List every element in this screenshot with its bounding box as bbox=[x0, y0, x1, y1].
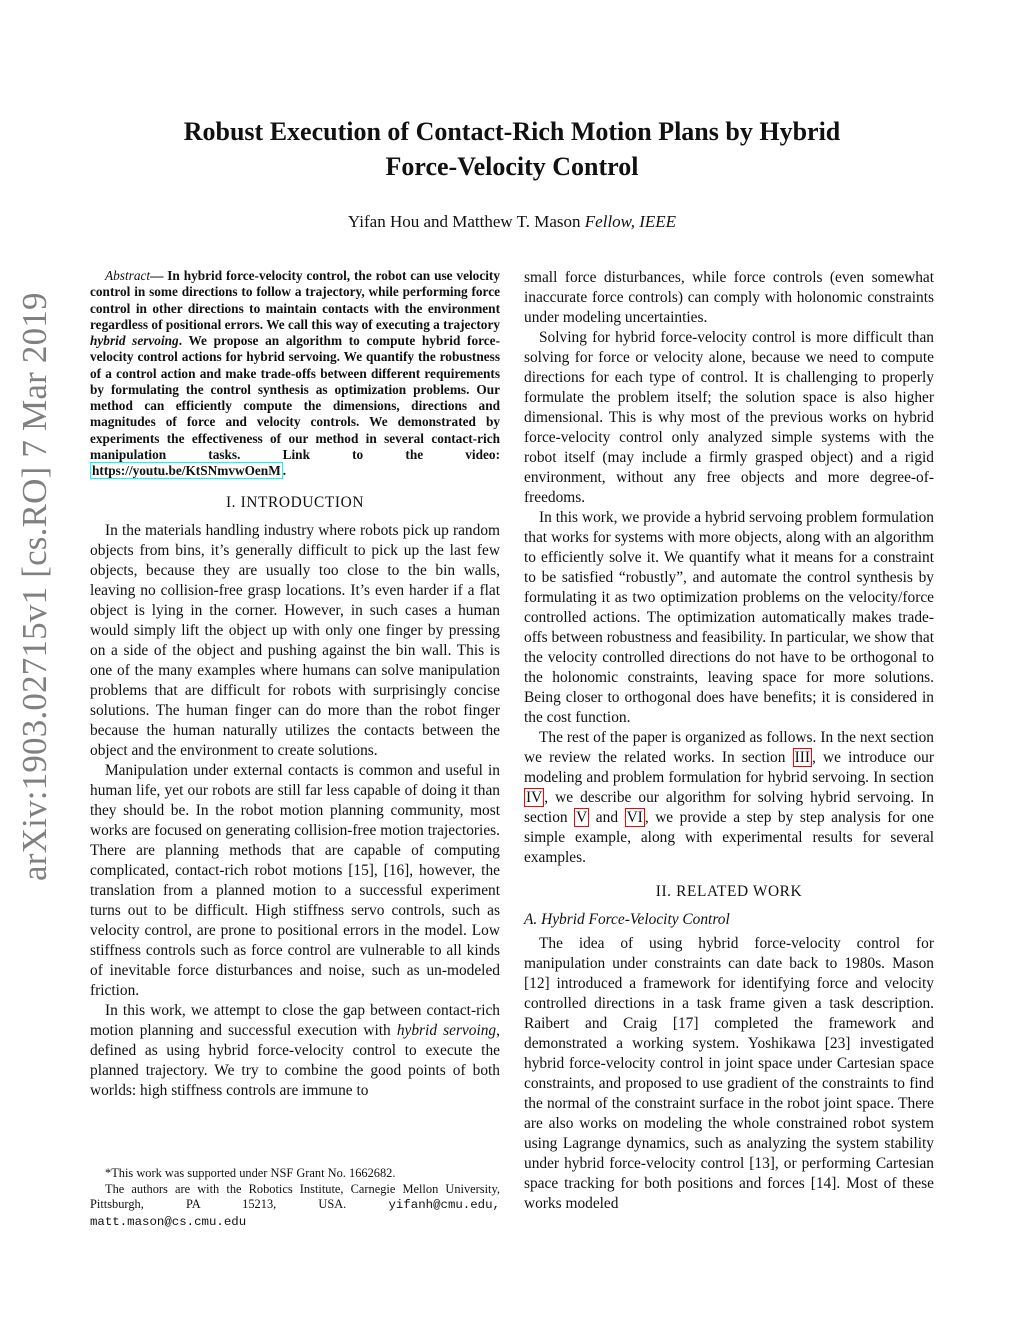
p4-text-3: , we describe our algorithm for solving hybrid servoing. In section bbox=[524, 789, 934, 826]
footnote-affiliation-text: The authors are with the Robotics Institute, Carnegie Mellon University, Pittsburgh, PA 15213, USA. bbox=[90, 1181, 500, 1211]
intro-paragraph-2: Manipulation under external contacts is common and useful in human life, yet our robots are still far less capable of doing it than they should be. In the robot motion planning community, most works are focused on generating collision-free motion trajectories. There are planning methods that are capable of computing complicated, contact-rich robot motions [15], [16], however, the translation from a planned motion to a successful experiment turns out to be difficult. High stiffness servo controls, such as velocity control, are prone to positional errors in the model. Low stiffness controls such as force control are vulnerable to all kinds of inevitable force disturbances and noise, such as un-modeled friction. bbox=[90, 762, 500, 1000]
section-heading-related-work: II. RELATED WORK bbox=[655, 883, 803, 900]
author-names: Yifan Hou and Matthew T. Mason bbox=[347, 212, 581, 231]
arxiv-identifier: arXiv:1903.02715v1 [cs.RO] 7 Mar 2019 bbox=[15, 292, 54, 881]
intro-p3-text-a: In this work, we attempt to close the gap between contact-rich motion planning and successful execution with bbox=[90, 1002, 500, 1040]
right-paragraph-2: Solving for hybrid force-velocity control is more difficult than solving for force or velocity alone, because we need to compute directions for each type of control. It is challenging to properly formulate the problem itself; the solution space is also higher dimensional. This is why most of the previous works on hybrid force-velocity control only analyzed simple systems with the robot itself (may include a firmly grasped object) and a rigid environment, without any free objects and more degree-of-freedoms. bbox=[524, 329, 934, 506]
ref-section-VI[interactable]: VI bbox=[626, 809, 643, 826]
right-paragraph-3: In this work, we provide a hybrid servoing problem formulation that works for systems with more objects, along with an algorithm to efficiently solve it. We quantify what it means for a constraint to be satisfied “robustly”, and automate the control synthesis by formulating it as two optimization problems on the velocity/force controlled actions. The optimization automatically makes trade-offs between robustness and feasibility. In particular, we show that the velocity controlled directions do not have to be orthogonal to the holonomic constraints, leaving space for more solutions. Being closer to orthogonal does have benefits; it is considered in the cost function. bbox=[524, 509, 934, 726]
paper-title bbox=[0, 114, 1024, 184]
right-paragraph-1: small force disturbances, while force controls (even somewhat inaccurate force controls) can comply with holonomic constraints under modeling uncertainties. bbox=[524, 269, 934, 326]
intro-p3-text-b: , defined as using hybrid force-velocity control to execute the planned trajectory. We try to combine the good points of both worlds: high stiffness controls are immune to bbox=[90, 1022, 500, 1100]
left-column bbox=[90, 268, 500, 1101]
related-paragraph-1: The idea of using hybrid force-velocity control for manipulation under constraints can date back to 1980s. Mason [12] introduced a framework for identifying force and velocity controlled directions in a task frame given a task description. Raibert and Craig [17] completed the framework and demonstrated a working system. Yoshikawa [23] investigated hybrid force-velocity control in joint space under Cartesian space constraints, and proposed to use gradient of the constraints to find the normal of the constraint surface in the robot joint space. There are also works on modeling the whole constrained robot system using Lagrange dynamics, such as analyzing the system stability under hybrid force-velocity control [13], or performing Cartesian space tracking for both positions and forces [14]. Most of these works modeled bbox=[524, 935, 934, 1212]
right-column bbox=[524, 268, 934, 1214]
abstract-label: Abstract bbox=[105, 268, 151, 283]
author-affiliation: Fellow, IEEE bbox=[584, 212, 677, 231]
email-hou: yifanh@cmu.edu, bbox=[388, 1198, 500, 1212]
abstract-term: hybrid servoing bbox=[90, 333, 179, 348]
subsection-heading-hybrid-control: A. Hybrid Force-Velocity Control bbox=[524, 911, 730, 928]
title-line-2: Force-Velocity Control bbox=[385, 152, 639, 181]
section-heading-introduction: I. INTRODUCTION bbox=[225, 494, 365, 512]
abstract-end: . bbox=[282, 463, 287, 478]
abstract-text-b: . We propose an algorithm to compute hybrid force-velocity control actions for hybrid servoing. We quantify the robustness of a control action and make trade-offs between different requirements by formulating the control synthesis as optimization problems. Our method can efficiently compute the dimensions, directions and magnitudes of force and velocity controls. We demonstrated by experiments the effectiveness of our method in several contact-rich manipulation tasks. Link to the video: bbox=[90, 333, 501, 462]
intro-paragraph-3 bbox=[90, 1001, 500, 1101]
video-link[interactable]: https://youtu.be/KtSNmvwOenM bbox=[92, 463, 281, 478]
title-line-1: Robust Execution of Contact-Rich Motion Plans by Hybrid bbox=[183, 117, 841, 146]
email-mason: matt.mason@cs.cmu.edu bbox=[90, 1214, 247, 1229]
p4-text-5: , we provide a step by step analysis for one simple example, along with experimental results for several examples. bbox=[524, 809, 934, 866]
abstract-dash: — bbox=[150, 268, 168, 283]
ref-section-V[interactable]: V bbox=[576, 809, 588, 826]
p4-text-2: , we introduce our modeling and problem formulation for hybrid servoing. In section bbox=[524, 749, 934, 786]
intro-paragraph-1: In the materials handling industry where robots pick up random objects from bins, it’s generally difficult to pick up the last few objects, because they are usually too close to the bin walls, leaving no collision-free grasp locations. It’s even harder if a flat object is lying in the corner. However, in such cases a human would simply lift the object up with only one finger by pressing on a side of the object and pushing against the bin wall. This is one of the many examples where humans can solve manipulation problems that are difficult for robots with surprisingly concise solutions. The human finger can do more than the robot finger because the human naturally utilizes the contacts between the object and the environment to create solutions. bbox=[90, 522, 500, 760]
right-paragraph-4 bbox=[524, 728, 934, 868]
abstract bbox=[90, 268, 500, 479]
abstract-text-a: In hybrid force-velocity control, the robot can use velocity control in some directions to follow a trajectory, while performing force control in other directions to maintain contacts with the environment regardless of positional errors. We call this way of executing a trajectory bbox=[90, 268, 500, 332]
ref-section-IV[interactable]: IV bbox=[526, 789, 543, 806]
p4-text-4: and bbox=[589, 809, 625, 826]
footnotes bbox=[90, 1166, 500, 1230]
ref-section-III[interactable]: III bbox=[794, 749, 811, 766]
footnote-funding: *This work was supported under NSF Grant No. 1662682. bbox=[105, 1166, 396, 1180]
p4-text-1: The rest of the paper is organized as follows. In the next section we review the related works. In section bbox=[524, 729, 934, 766]
author-line bbox=[0, 210, 1024, 234]
intro-p3-term: hybrid servoing bbox=[396, 1022, 497, 1040]
footnote-affiliation bbox=[90, 1182, 500, 1231]
